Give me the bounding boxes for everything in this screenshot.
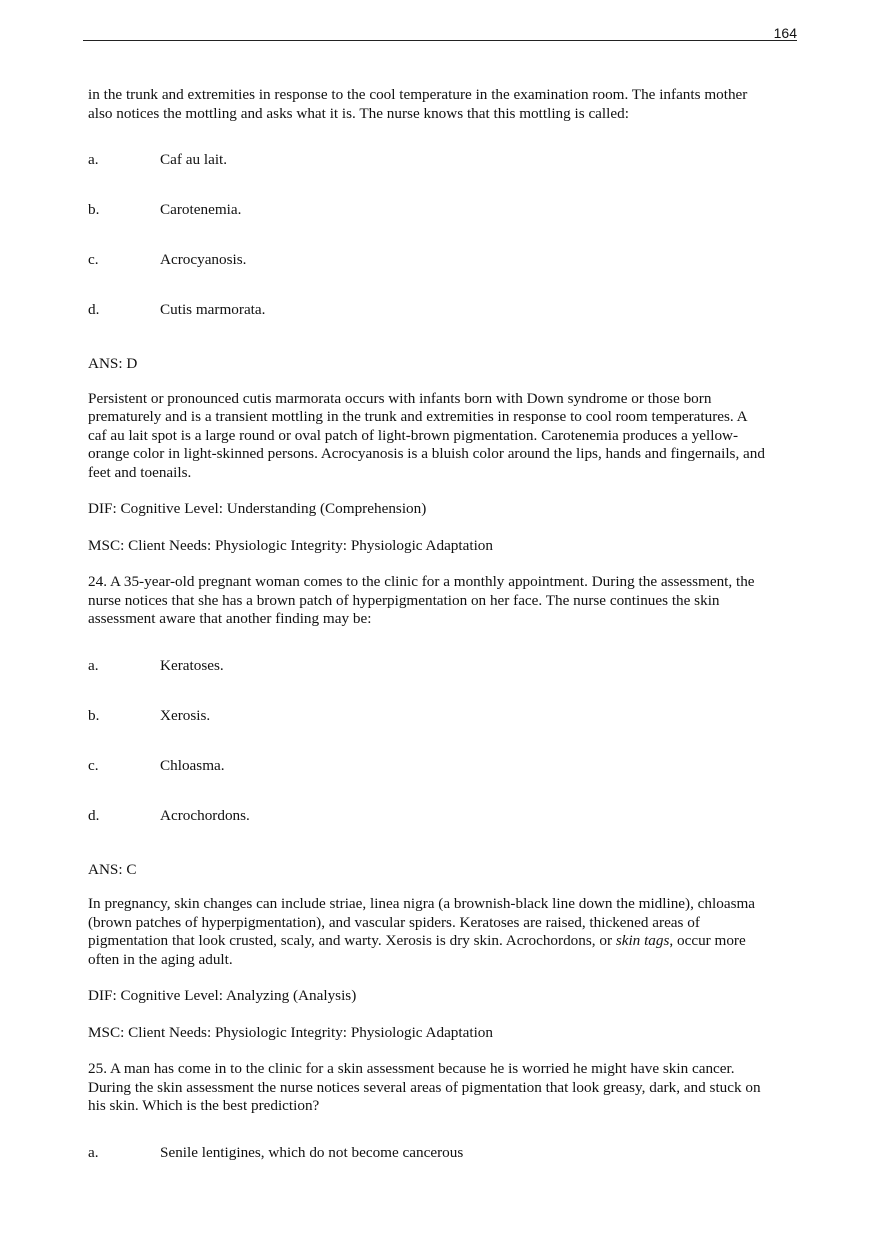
option-text: Xerosis. [160, 706, 211, 724]
rationale-text: pigmentation that look crusted, scaly, and warty. Xerosis is dry skin. Acrochordons, or [88, 932, 616, 949]
rationale-line: In pregnancy, skin changes can include striae, linea nigra (a brownish-black line down the midline), chloasma [88, 895, 756, 912]
client-needs: MSC: Client Needs: Physiologic Integrity: Physiologic Adaptation [88, 1023, 493, 1041]
question-24 [88, 573, 796, 1060]
difficulty-level: DIF: Cognitive Level: Understanding (Comprehension) [88, 500, 427, 517]
rationale-text: , occur more [669, 932, 746, 949]
answer-option-d [88, 301, 796, 319]
answer-key: ANS: C [88, 860, 137, 878]
option-letter: c. [88, 251, 99, 268]
rationale-italic-term: skin tags [615, 932, 670, 949]
answer-option-a [88, 151, 796, 169]
option-text: Carotenemia. [160, 201, 242, 218]
option-text: Caf au lait. [160, 151, 228, 168]
question-stem-line: also notices the mottling and asks what it is. The nurse knows that this mottling is called: [88, 104, 629, 122]
option-letter: a. [88, 1143, 99, 1161]
rationale-line: (brown patches of hyperpigmentation), and vascular spiders. Keratoses are raised, thickened areas of [88, 913, 700, 931]
option-letter: c. [88, 756, 99, 774]
question-stem-line: 25. A man has come in to the clinic for a skin assessment because he is worried he might have skin cancer. [88, 1060, 735, 1077]
rationale-line: often in the aging adult. [88, 950, 233, 968]
option-letter: d. [88, 301, 100, 318]
answer-option-c [88, 757, 796, 775]
option-letter: a. [88, 656, 99, 674]
rationale-line: orange color in light-skinned persons. Acrocyanosis is a bluish color around the lips, hands and fingernails, and [88, 445, 765, 462]
option-text: Keratoses. [160, 656, 224, 674]
question-stem-line: 24. A 35-year-old pregnant woman comes to the clinic for a monthly appointment. During the assessment, the [88, 573, 755, 590]
question-stem-line: his skin. Which is the best prediction? [88, 1097, 320, 1114]
rationale-line [88, 932, 796, 951]
question-stem-line: During the skin assessment the nurse notices several areas of pigmentation that look greasy, dark, and stuck on [88, 1078, 761, 1096]
difficulty-level: DIF: Cognitive Level: Analyzing (Analysis) [88, 987, 357, 1004]
question-23 [88, 86, 796, 573]
rationale-line: Persistent or pronounced cutis marmorata occurs with infants born with Down syndrome or those born [88, 389, 712, 407]
question-stem-line: assessment aware that another finding may be: [88, 610, 372, 627]
answer-option-d [88, 807, 796, 825]
option-text: Senile lentigines, which do not become cancerous [160, 1143, 464, 1161]
page-number: 164 [773, 25, 797, 41]
option-text: Cutis marmorata. [160, 301, 266, 318]
option-letter: a. [88, 151, 99, 168]
answer-option-b [88, 201, 796, 219]
option-text: Chloasma. [160, 756, 225, 774]
question-stem-line: in the trunk and extremities in response to the cool temperature in the examination room. The infants mother [88, 86, 748, 103]
option-letter: b. [88, 201, 100, 218]
client-needs: MSC: Client Needs: Physiologic Integrity: Physiologic Adaptation [88, 536, 493, 554]
answer-option-b [88, 707, 796, 725]
question-stem-line: nurse notices that she has a brown patch of hyperpigmentation on her face. The nurse continues the skin [88, 591, 720, 609]
option-text: Acrochordons. [160, 806, 250, 824]
answer-option-c [88, 251, 796, 269]
answer-option-a [88, 657, 796, 675]
option-letter: b. [88, 706, 100, 724]
header-rule [83, 40, 797, 41]
rationale-line: caf au lait spot is a large round or oval patch of light-brown pigmentation. Carotenemia produces a yellow- [88, 426, 739, 444]
rationale-line: prematurely and is a transient mottling in the trunk and extremities in response to cool room temperatures. A [88, 408, 748, 425]
option-text: Acrocyanosis. [160, 251, 247, 268]
rationale-line: feet and toenails. [88, 463, 192, 481]
question-25 [88, 1060, 796, 1162]
option-letter: d. [88, 806, 100, 824]
answer-key: ANS: D [88, 355, 138, 372]
answer-option-a [88, 1144, 796, 1162]
document-body [88, 86, 796, 1162]
